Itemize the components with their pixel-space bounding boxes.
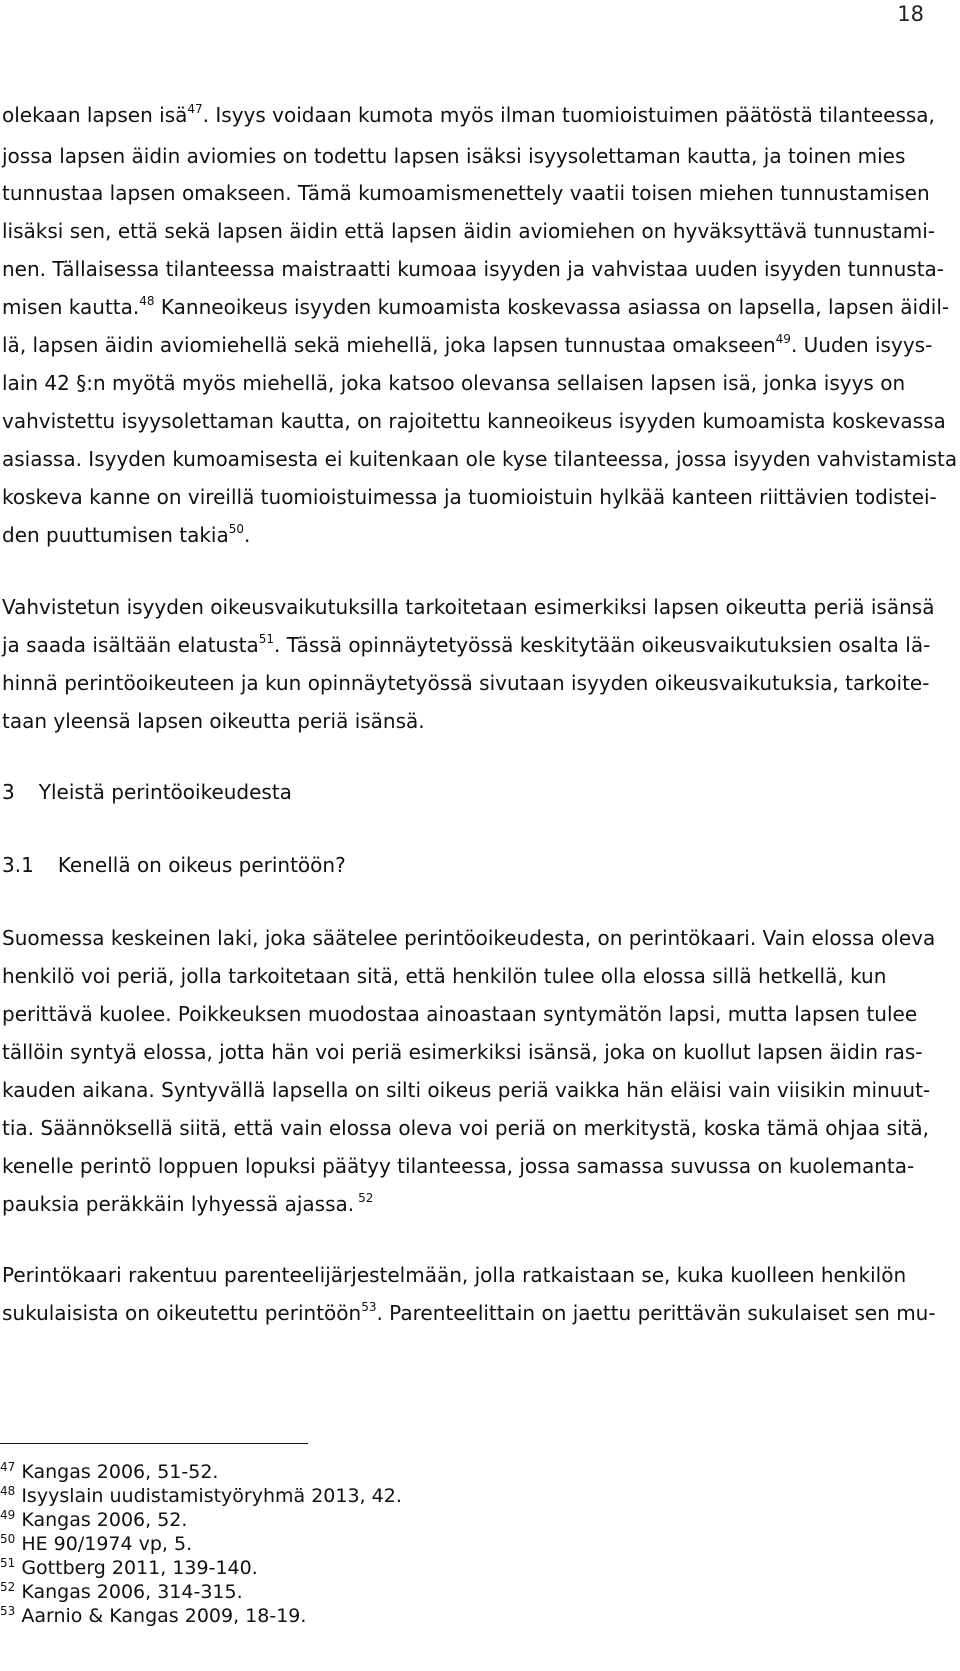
footnote: $^{53}$ Aarnio & Kangas 2009, 18-19. <box>0 1604 307 1627</box>
text-line: perittävä kuolee. Poikkeuksen muodostaa ainoastaan syntymätön lapsi, mutta lapsen tulee <box>2 1002 918 1026</box>
text-line: ja saada isältään elatusta$^{51}$. Tässä opinnäytetyössä keskitytään oikeusvaikutuksien osalta lä- <box>2 632 931 657</box>
text-line: taan yleensä lapsen oikeutta periä isänsä. <box>2 709 425 733</box>
footnote-number: 52 <box>0 1580 16 1594</box>
footnote-ref: 49 <box>775 332 791 346</box>
footnote: $^{50}$ HE 90/1974 vp, 5. <box>0 1532 193 1555</box>
footnote: $^{47}$ Kangas 2006, 51-52. <box>0 1460 219 1483</box>
footnote: $^{51}$ Gottberg 2011, 139-140. <box>0 1556 258 1579</box>
text-line: Suomessa keskeinen laki, joka säätelee perintöoikeudesta, on perintökaari. Vain elossa oleva <box>2 926 936 950</box>
section-number: 3 <box>2 780 15 804</box>
text-line: misen kautta.$^{48}$ Kanneoikeus isyyden kumoamista koskevassa asiassa on lapsella, lapsen äidil- <box>2 294 950 319</box>
text-line: hinnä perintöoikeuteen ja kun opinnäytetyössä sivutaan isyyden oikeusvaikutuksia, tarkoite- <box>2 671 930 695</box>
page-number: 18 <box>897 2 924 26</box>
footnote-separator <box>0 1443 308 1444</box>
text-line: asiassa. Isyyden kumoamisesta ei kuitenkaan ole kyse tilanteessa, jossa isyyden vahvistamista <box>2 447 958 471</box>
footnote-number: 47 <box>0 1460 16 1474</box>
footnote-ref: 52 <box>358 1191 374 1205</box>
text-line: koskeva kanne on vireillä tuomioistuimessa ja tuomioistuin hylkää kanteen riittävien todistei- <box>2 485 937 509</box>
text-line: olekaan lapsen isä$^{47}$. Isyys voidaan kumota myös ilman tuomioistuimen päätöstä tilanteessa, <box>2 102 935 127</box>
section-heading <box>2 780 292 804</box>
text-line: tunnustaa lapsen omakseen. Tämä kumoamismenettely vaatii toisen miehen tunnustamisen <box>2 181 930 205</box>
text-line: Perintökaari rakentuu parenteelijärjestelmään, jolla ratkaistaan se, kuka kuolleen henkilön <box>2 1263 907 1287</box>
text-line: tällöin syntyä elossa, jotta hän voi periä esimerkiksi isänsä, joka on kuollut lapsen äidin ras- <box>2 1040 923 1064</box>
footnote-number: 49 <box>0 1508 16 1522</box>
footnote-number: 50 <box>0 1532 16 1546</box>
text-line: lisäksi sen, että sekä lapsen äidin että lapsen äidin aviomiehen on hyväksyttävä tunnustami- <box>2 219 935 243</box>
subsection-heading <box>2 853 346 877</box>
section-title: Yleistä perintöoikeudesta <box>38 780 292 804</box>
subsection-number: 3.1 <box>2 853 34 877</box>
text-line: kauden aikana. Syntyvällä lapsella on silti oikeus periä vaikka hän eläisi vain viisikin minuut- <box>2 1078 931 1102</box>
footnote-number: 48 <box>0 1484 16 1498</box>
footnote: $^{52}$ Kangas 2006, 314-315. <box>0 1580 243 1603</box>
footnote-ref: 50 <box>228 522 245 536</box>
text-line: jossa lapsen äidin aviomies on todettu lapsen isäksi isyysolettaman kautta, ja toinen mies <box>2 144 906 168</box>
footnote-number: 53 <box>0 1604 16 1618</box>
footnote-number: 51 <box>0 1556 16 1570</box>
text-line: kenelle perintö loppuen lopuksi päätyy tilanteessa, jossa samassa suvussa on kuolemanta- <box>2 1154 915 1178</box>
footnote-ref: 51 <box>258 632 275 646</box>
text-line: sukulaisista on oikeutettu perintöön$^{53}$. Parenteelittain on jaettu perittävän sukulaiset sen mu- <box>2 1300 936 1325</box>
footnote-ref: 47 <box>187 102 203 116</box>
text-line: henkilö voi periä, jolla tarkoitetaan sitä, että henkilön tulee olla elossa sillä hetkellä, kun <box>2 964 887 988</box>
footnote-ref: 53 <box>361 1300 377 1314</box>
subsection-title: Kenellä on oikeus perintöön? <box>57 853 346 877</box>
footnote: $^{48}$ Isyyslain uudistamistyöryhmä 2013, 42. <box>0 1484 402 1507</box>
text-line: tia. Säännöksellä siitä, että vain elossa oleva voi periä on merkitystä, koska tämä ohjaa sitä, <box>2 1116 929 1140</box>
text-line: den puuttumisen takia$^{50}$. <box>2 522 251 547</box>
footnote-ref: 48 <box>139 294 155 308</box>
text-line: vahvistettu isyysolettaman kautta, on rajoitettu kanneoikeus isyyden kumoamista koskevassa <box>2 409 946 433</box>
text-line: nen. Tällaisessa tilanteessa maistraatti kumoaa isyyden ja vahvistaa uuden isyyden tunnusta- <box>2 257 945 281</box>
text-line: Vahvistetun isyyden oikeusvaikutuksilla tarkoitetaan esimerkiksi lapsen oikeutta periä isänsä <box>2 595 935 619</box>
footnote: $^{49}$ Kangas 2006, 52. <box>0 1508 188 1531</box>
text-line: pauksia peräkkäin lyhyessä ajassa. $^{52}$ <box>2 1191 374 1216</box>
text-line: lain 42 §:n myötä myös miehellä, joka katsoo olevansa sellaisen lapsen isä, jonka isyys on <box>2 371 906 395</box>
text-line: lä, lapsen äidin aviomiehellä sekä miehellä, joka lapsen tunnustaa omakseen$^{49}$. Uuden isyys- <box>2 332 933 357</box>
